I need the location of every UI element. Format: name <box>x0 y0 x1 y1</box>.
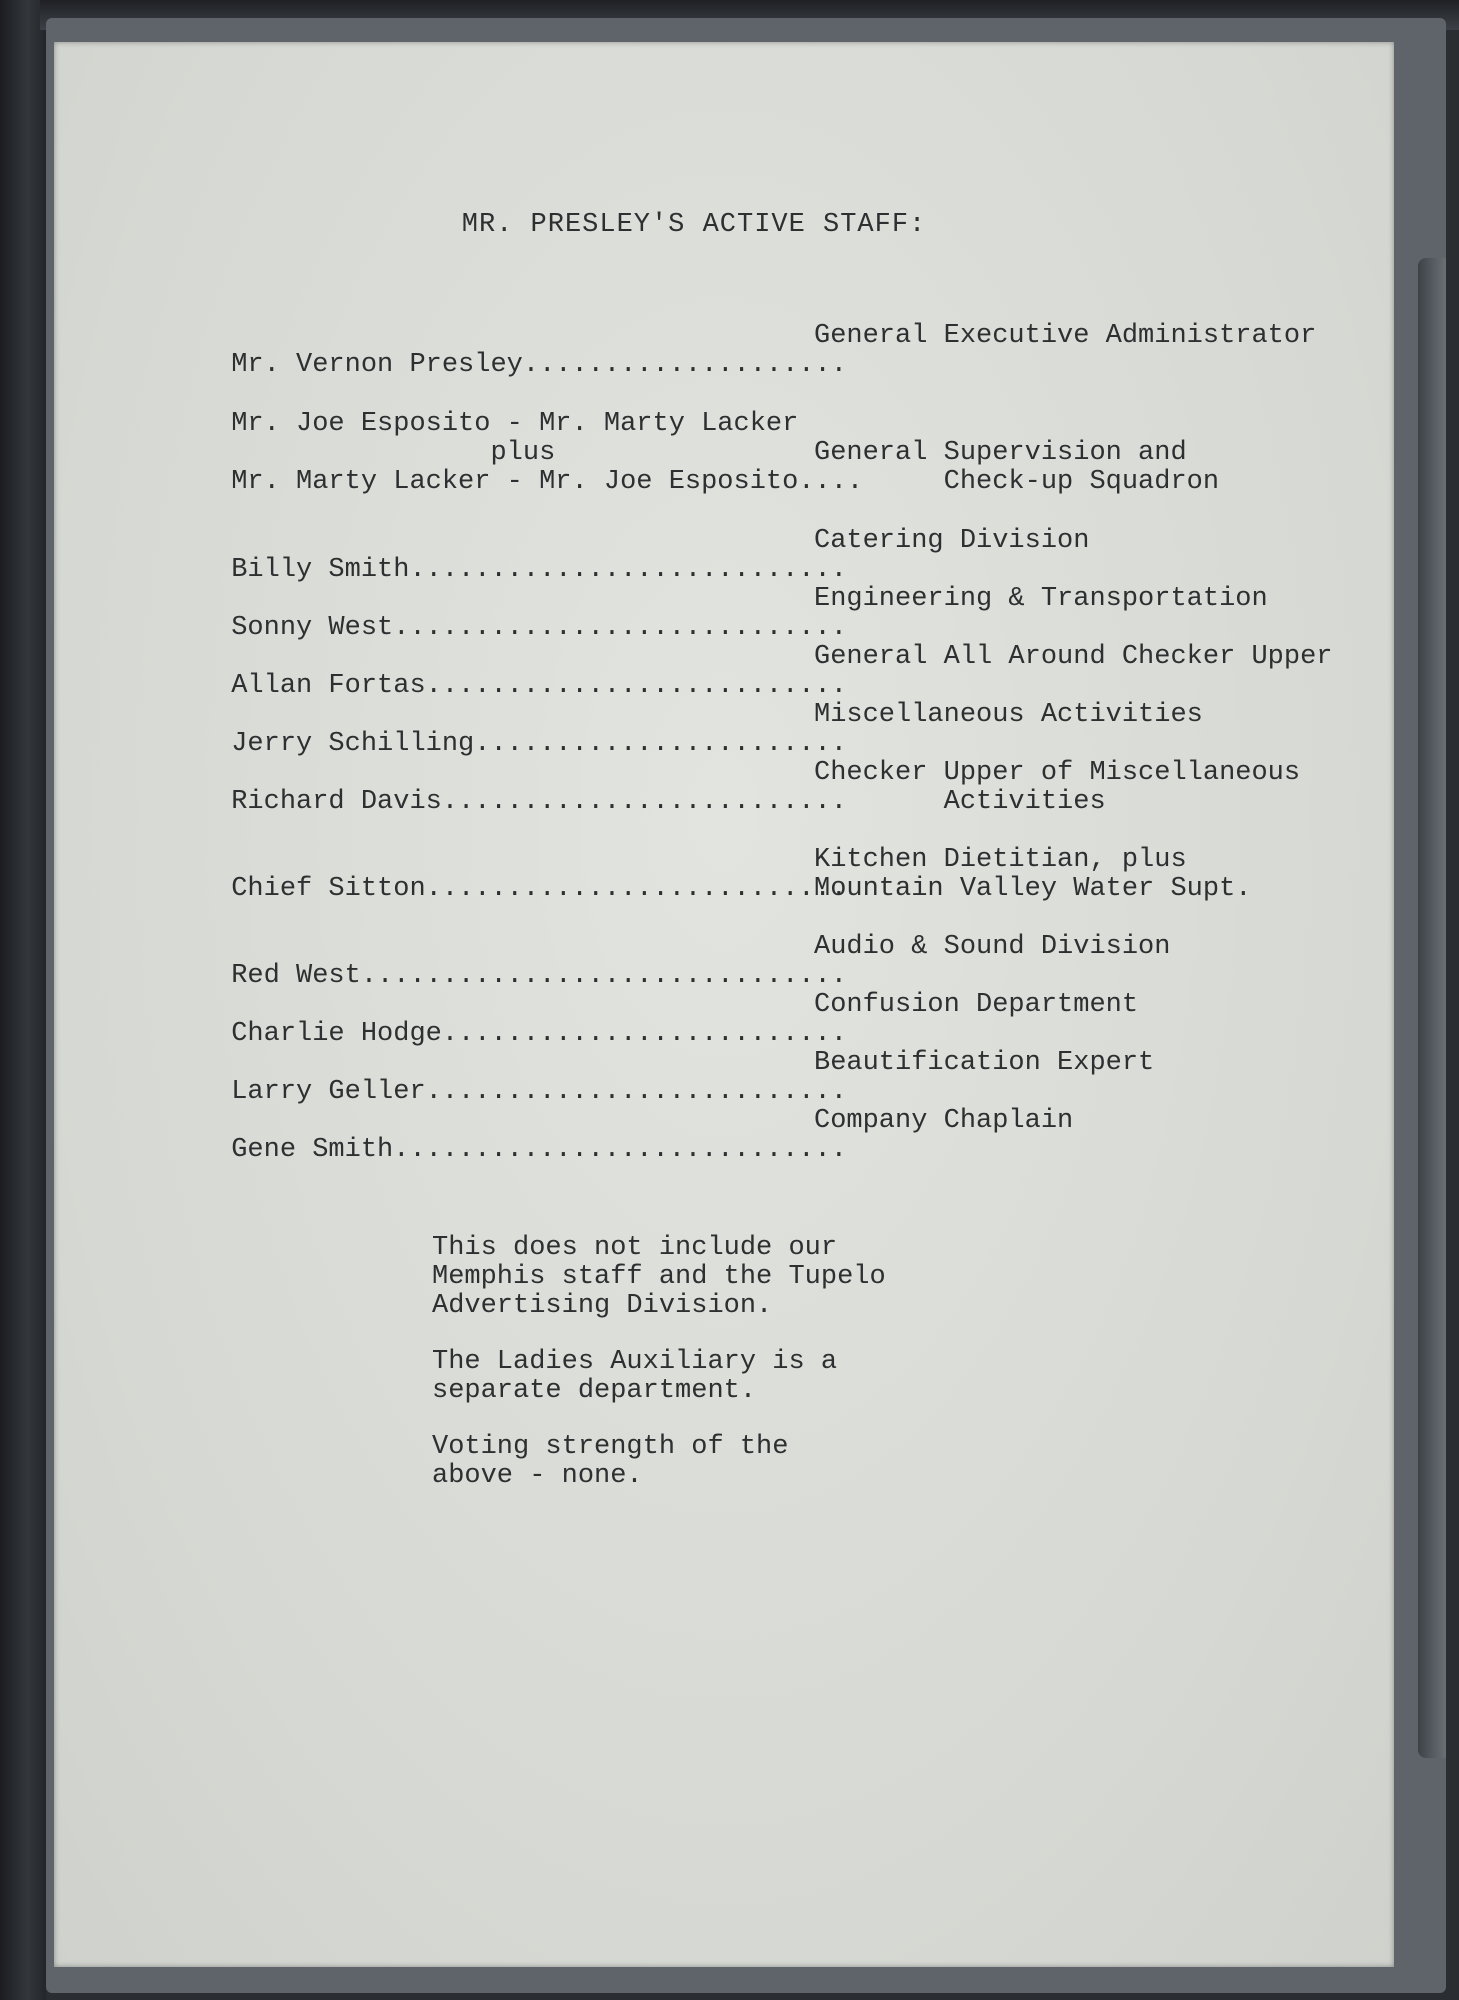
staff-name: Mr. Marty Lacker - Mr. Joe Esposito.... <box>231 467 864 497</box>
staff-role: Engineering & Transportation <box>814 584 1268 614</box>
staff-role: Activities <box>814 787 1106 817</box>
staff-name: Jerry Schilling....................... <box>231 729 847 759</box>
staff-name: Billy Smith........................... <box>231 555 847 585</box>
staff-name: Mr. Joe Esposito - Mr. Marty Lacker <box>231 409 799 439</box>
staff-name: Charlie Hodge......................... <box>231 1019 847 1049</box>
note-ladies-auxiliary: The Ladies Auxiliary is a separate department. <box>432 1347 838 1406</box>
staff-name: Chief Sitton.......................... <box>231 874 847 904</box>
sleeve-right-edge <box>1418 258 1446 1758</box>
staff-role: Checker Upper of Miscellaneous <box>814 758 1301 788</box>
staff-role: General Executive Administrator <box>814 321 1317 351</box>
staff-role: Catering Division <box>814 526 1090 556</box>
staff-name: Red West.............................. <box>231 961 847 991</box>
staff-row <box>134 1106 1074 1223</box>
footnotes <box>432 1234 1132 1518</box>
staff-name: Mr. Vernon Presley.................... <box>231 350 847 380</box>
staff-name: Allan Fortas.......................... <box>231 671 847 701</box>
note-voting-strength: Voting strength of the above - none. <box>432 1432 789 1491</box>
staff-role: General All Around Checker Upper <box>814 642 1333 672</box>
staff-role: Confusion Department <box>814 990 1139 1020</box>
staff-role: Kitchen Dietitian, plus <box>814 845 1187 875</box>
staff-name: plus <box>231 438 556 468</box>
staff-role: Audio & Sound Division <box>814 932 1171 962</box>
note-memphis-tupelo: This does not include our Memphis staff and the Tupelo Advertising Division. <box>432 1233 886 1321</box>
page-title: MR. PRESLEY'S ACTIVE STAFF: <box>461 210 927 240</box>
staff-role: Mountain Valley Water Supt. <box>814 874 1252 904</box>
staff-name: Sonny West............................ <box>231 613 847 643</box>
staff-name: Richard Davis......................... <box>231 787 847 817</box>
binder-spine <box>0 0 46 2000</box>
staff-role: Miscellaneous Activities <box>814 700 1203 730</box>
staff-name: Gene Smith............................ <box>231 1135 847 1165</box>
staff-role: Check-up Squadron <box>814 467 1220 497</box>
staff-role: Beautification Expert <box>814 1048 1155 1078</box>
staff-role: Company Chaplain <box>814 1106 1074 1136</box>
staff-role: General Supervision and <box>814 438 1187 468</box>
staff-name: Larry Geller.......................... <box>231 1077 847 1107</box>
typed-page <box>54 42 1394 1967</box>
